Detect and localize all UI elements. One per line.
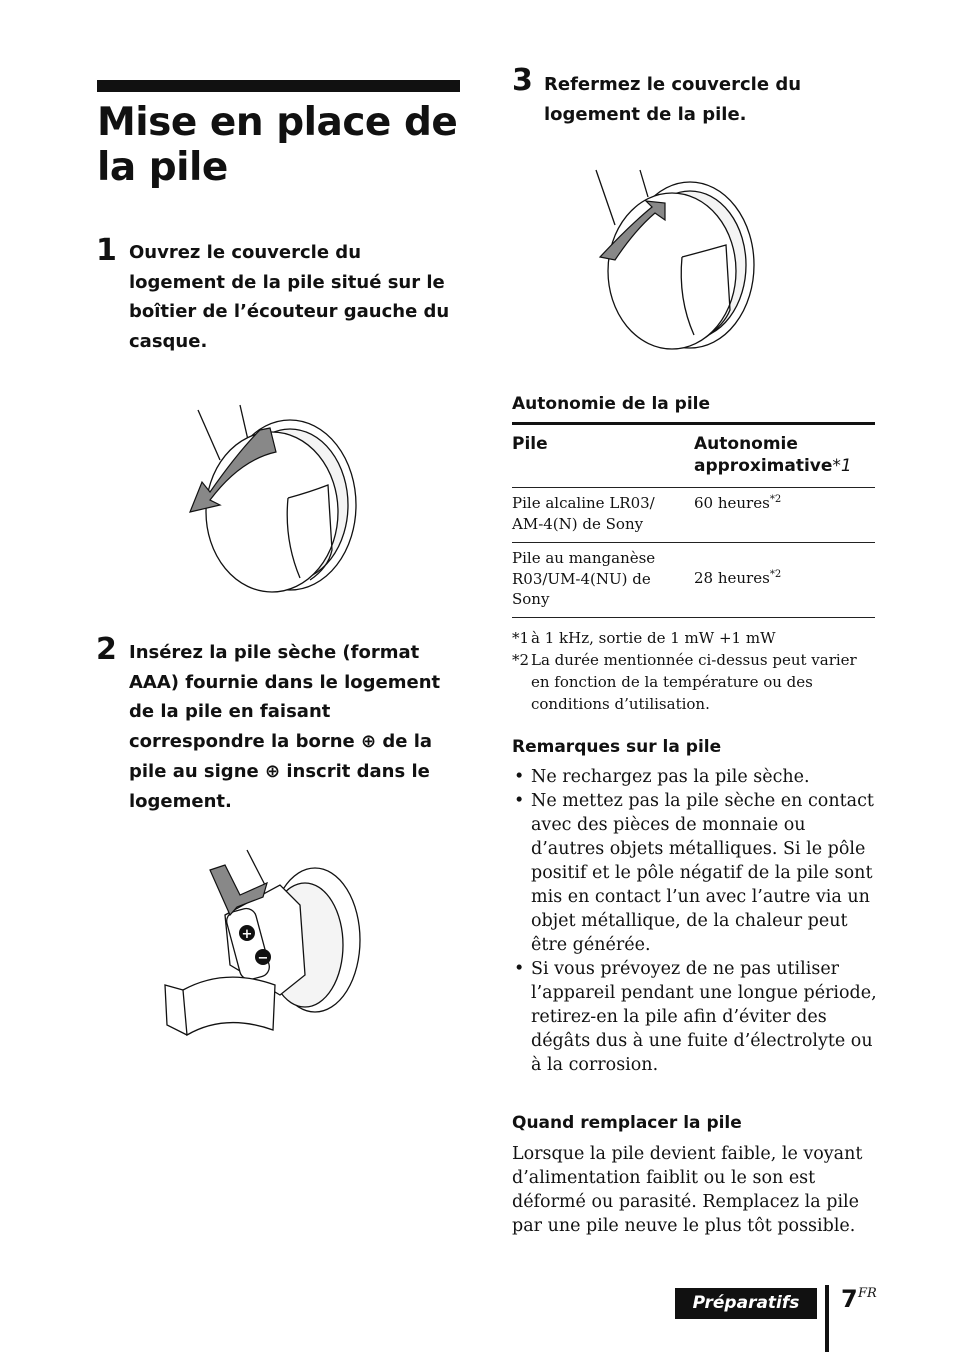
- step-2-line: logement.: [129, 790, 232, 812]
- illustration-insert-battery: [155, 845, 370, 1045]
- table-row-1-value: 60 heures: [694, 494, 770, 512]
- table-cell-line: Pile au manganèse: [512, 549, 656, 567]
- step-2-line: de la pile en faisant: [129, 701, 331, 723]
- table-bottom-rule: [512, 617, 875, 618]
- replace-heading: Quand remplacer la pile: [512, 1113, 742, 1133]
- list-item: [512, 765, 877, 789]
- table-row-1-pile: [512, 493, 687, 534]
- illustration-close-cover: [590, 165, 765, 355]
- page-title: Mise en place de la pile: [97, 100, 458, 190]
- footnotes: [512, 627, 876, 715]
- table-cell-line: Pile alcaline LR03/: [512, 494, 655, 512]
- list-item-text: Ne mettez pas la pile sèche en contact avec des pièces de monnaie ou d’autres objets métalliques. Si le pôle positif et le pôle négatif de la pile sont mis en contact l’un avec l’autre via un objet métallique, de la chaleur peut être générée.: [531, 791, 874, 955]
- table-rule: [512, 542, 875, 543]
- footnote-2: [512, 649, 876, 715]
- footnote-1-mark: *1: [512, 629, 530, 647]
- list-item-text: Ne rechargez pas la pile sèche.: [531, 767, 810, 787]
- page-suffix: FR: [858, 1286, 877, 1301]
- title-rule: [97, 80, 460, 92]
- footnote-1: [512, 627, 876, 649]
- step-2-number: 2: [96, 632, 117, 667]
- remarks-list: [512, 765, 877, 1077]
- bullet: •: [514, 959, 525, 979]
- table-row-2-autonomie: [694, 568, 781, 589]
- table-header-pile: Pile: [512, 434, 548, 454]
- table-header-autonomie-line2: [694, 455, 852, 477]
- list-item-text: Si vous prévoyez de ne pas utiliser l’appareil pendant une longue période, retirez-en la pile afin d’éviter des dégâts dus à une fuite d’électrolyte ou à la corrosion.: [531, 959, 877, 1075]
- replace-text: Lorsque la pile devient faible, le voyant d’alimentation faiblit ou le son est déformé ou parasité. Remplacez la pile par une pile neuve le plus tôt possible.: [512, 1144, 863, 1236]
- step-2-text: [129, 638, 454, 816]
- page-number: 7: [841, 1285, 858, 1313]
- step-1-text: Ouvrez le couvercle du logement de la pile situé sur le boîtier de l’écouteur gauche du casque.: [129, 242, 450, 353]
- step-1-number: 1: [96, 233, 117, 268]
- remarks-heading: Remarques sur la pile: [512, 737, 722, 757]
- step-3-text: Refermez le couvercle du logement de la pile.: [544, 74, 802, 125]
- table-top-rule: [512, 422, 875, 425]
- table-cell-line: AM-4(N) de Sony: [512, 514, 644, 533]
- footnote-2-text: La durée mentionnée ci-dessus peut varier en fonction de la température ou des conditions d’utilisation.: [531, 651, 857, 713]
- page-edge-bar: [825, 1285, 829, 1352]
- table-header-approx: approximative: [694, 456, 833, 476]
- step-3-number: 3: [512, 63, 533, 98]
- table-row-1-mark: *2: [769, 494, 782, 505]
- minus-label: −: [257, 951, 269, 966]
- table-row-2-value: 28 heures: [694, 569, 770, 587]
- section-tab: Préparatifs: [675, 1288, 817, 1319]
- step-2-line: Insérez la pile sèche (format: [129, 642, 420, 663]
- illustration-open-cover: [180, 400, 365, 600]
- plus-label: +: [241, 927, 253, 942]
- table-row-1-autonomie: [694, 493, 781, 514]
- battery-life-heading: Autonomie de la pile: [512, 394, 711, 414]
- table-header-autonomie: Autonomie: [694, 434, 798, 454]
- table-header-mark: *1: [832, 456, 852, 476]
- step-2-line: pile au signe ⊕ inscrit dans le: [129, 760, 430, 782]
- step-2-line: AAA) fournie dans le logement: [129, 671, 441, 693]
- table-cell-line: R03/UM-4(NU) de: [512, 569, 651, 588]
- list-item: [512, 957, 877, 1077]
- table-row-2-mark: *2: [769, 569, 782, 580]
- list-item: [512, 789, 877, 957]
- bullet: •: [514, 767, 525, 787]
- step-2-line: correspondre la borne ⊕ de la: [129, 731, 433, 753]
- bullet: •: [514, 791, 525, 811]
- footnote-1-text: à 1 kHz, sortie de 1 mW +1 mW: [531, 629, 776, 647]
- table-rule: [512, 487, 875, 488]
- table-cell-line: Sony: [512, 590, 550, 608]
- footnote-2-mark: *2: [512, 651, 530, 669]
- table-row-2-pile: [512, 548, 687, 610]
